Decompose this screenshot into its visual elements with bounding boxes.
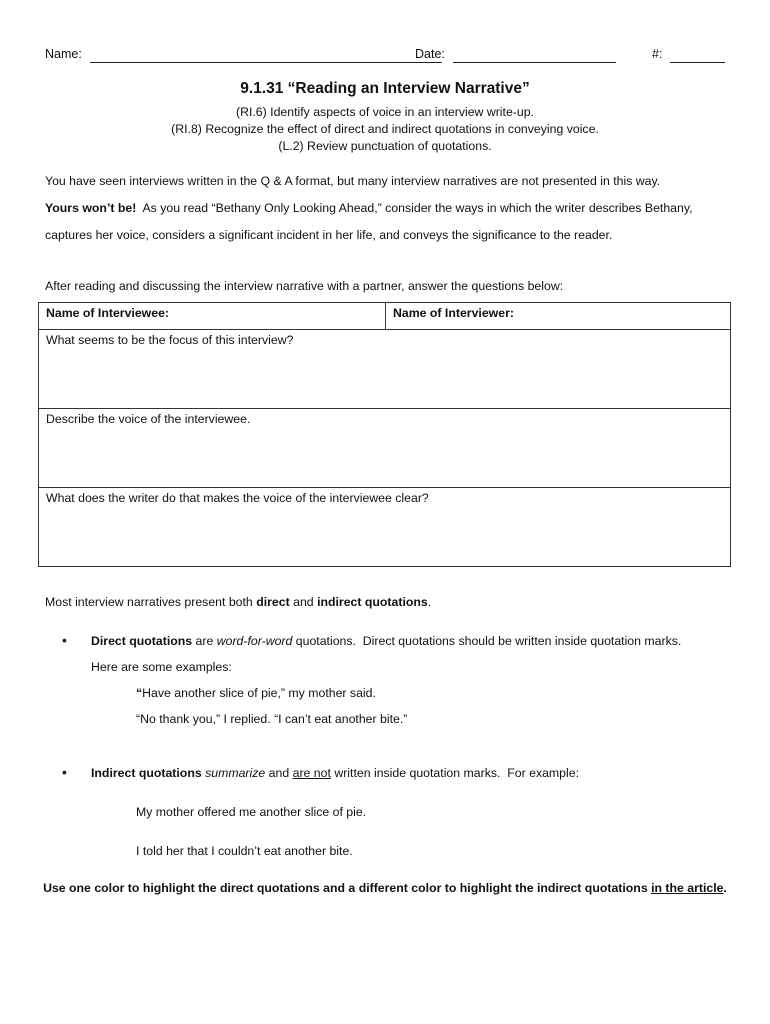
question-focus-cell[interactable] <box>39 330 731 409</box>
standard-l2: (L.2) Review punctuation of quotations. <box>278 139 492 153</box>
standard-ri8: (RI.8) Recognize the effect of direct and indirect quotations in conveying voice. <box>171 122 599 136</box>
number-field[interactable] <box>670 62 725 63</box>
direct-example-1: “Have another slice of pie,” my mother said. <box>136 686 376 700</box>
question-writer: What does the writer do that makes the voice of the interviewee clear? <box>46 491 429 505</box>
date-field[interactable] <box>453 62 616 63</box>
highlight-instruction: Use one color to highlight the direct quotations and a different color to highlight the indirect quotations in the article. <box>43 881 727 895</box>
intro-line-1: You have seen interviews written in the Q & A format, but many interview narratives are not presented in this way. <box>45 174 661 188</box>
intro-emphasis: Yours won’t be! <box>45 201 137 215</box>
question-voice-cell[interactable] <box>39 409 731 488</box>
question-voice: Describe the voice of the interviewee. <box>46 412 251 426</box>
interviewer-cell[interactable] <box>386 303 731 330</box>
standard-ri6: (RI.6) Identify aspects of voice in an interview write-up. <box>236 105 534 119</box>
page-title: 9.1.31 “Reading an Interview Narrative” <box>240 80 530 97</box>
header-row <box>45 47 725 67</box>
indirect-example-1: My mother offered me another slice of pie. <box>136 805 367 819</box>
direct-quotations-line-2: Here are some examples: <box>91 660 232 674</box>
interviewer-label: Name of Interviewer: <box>393 306 514 320</box>
indirect-quotations-line: Indirect quotations summarize and are not written inside quotation marks. For example: <box>91 766 579 780</box>
direct-example-2: “No thank you,” I replied. “I can’t eat another bite.” <box>136 712 408 726</box>
question-table <box>38 302 731 567</box>
quotations-intro: Most interview narratives present both direct and indirect quotations. <box>45 595 432 609</box>
name-field[interactable] <box>90 62 442 63</box>
intro-line-2-rest: As you read “Bethany Only Looking Ahead,” consider the ways in which the writer describes Bethany, <box>136 201 693 215</box>
name-label: Name: <box>45 47 82 61</box>
intro-line-2 <box>45 201 693 215</box>
bullet-indirect: • <box>62 764 67 780</box>
interviewee-label: Name of Interviewee: <box>46 306 170 320</box>
bullet-direct: • <box>62 632 67 648</box>
intro-line-3: captures her voice, considers a significant incident in her life, and conveys the significance to the reader. <box>45 228 613 242</box>
interviewee-cell[interactable] <box>39 303 386 330</box>
date-label: Date: <box>415 47 445 61</box>
question-writer-cell[interactable] <box>39 488 731 567</box>
number-label: #: <box>652 47 663 61</box>
instructions: After reading and discussing the interview narrative with a partner, answer the questions below: <box>45 279 564 293</box>
indirect-example-2: I told her that I couldn’t eat another bite. <box>136 844 353 858</box>
question-focus: What seems to be the focus of this interview? <box>46 333 294 347</box>
direct-quotations-line-1: Direct quotations are word-for-word quotations. Direct quotations should be written inside quotation marks. <box>91 634 682 648</box>
